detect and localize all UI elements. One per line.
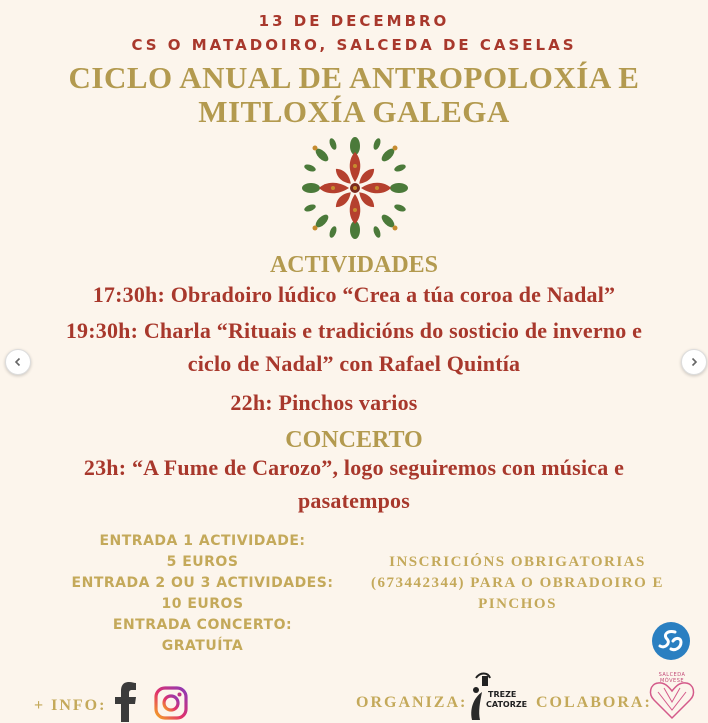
concert-heading: CONCERTO (285, 427, 423, 453)
price-line: 5 EUROS (166, 554, 239, 570)
price-list (60, 531, 345, 657)
event-date: 13 DE DECEMBRO (258, 12, 450, 30)
flower-ornament-icon (302, 136, 408, 240)
concert-line: pasatempos (297, 488, 410, 513)
activity-item: 22h: Pinchos varios (230, 390, 418, 415)
activities-heading: ACTIVIDADES (269, 252, 439, 278)
price-line: 10 EUROS (161, 596, 244, 612)
inscriptions-line: PINCHOS (478, 596, 557, 612)
event-title-line1: CICLO ANUAL DE ANTROPOLOXÍA E (68, 60, 640, 95)
organizer-logo-text: TREZE (488, 690, 517, 699)
collaborator-logo-text: SALCEDA MÓVESE (658, 672, 686, 684)
carousel-prev-button[interactable] (5, 349, 31, 375)
activity-item: ciclo de Nadal” con Rafael Quintía (187, 351, 521, 376)
price-line: ENTRADA 2 OU 3 ACTIVIDADES: (71, 575, 334, 591)
inscriptions-note (355, 552, 680, 615)
chevron-left-icon (13, 357, 23, 367)
heart-icon (646, 678, 698, 722)
collaborator-logo (646, 672, 698, 722)
price-line: ENTRADA 1 ACTIVIDADE: (99, 533, 306, 549)
inscriptions-line: INSCRICIÓNS OBRIGATORIAS (389, 554, 646, 570)
organiza-label: ORGANIZA: (356, 694, 468, 711)
concert-line: 23h: “A Fume de Carozo”, logo seguiremos con música e (83, 455, 625, 480)
instagram-icon[interactable] (154, 686, 188, 720)
price-line: ENTRADA CONCERTO: (112, 617, 293, 633)
event-venue: CS O MATADOIRO, SALCEDA DE CASELAS (131, 36, 577, 54)
colabora-label: COLABORA: (536, 694, 652, 711)
info-label: + INFO: (34, 697, 107, 714)
organizer-logo (466, 670, 528, 722)
inscriptions-line: (673442344) PARA O OBRADOIRO E (370, 575, 665, 591)
activity-item: 17:30h: Obradoiro lúdico “Crea a túa coroa de Nadal” (92, 282, 616, 307)
salceda-badge-icon (651, 621, 691, 661)
organizer-logo-text: CATORZE (486, 700, 528, 709)
activity-item: 19:30h: Charla “Rituais e tradicións do sosticio de inverno e (65, 318, 643, 343)
facebook-icon[interactable] (115, 682, 137, 722)
event-title-line2: MITLOXÍA GALEGA (198, 94, 510, 129)
carousel-next-button[interactable] (681, 349, 707, 375)
price-line: GRATUÍTA (161, 638, 244, 654)
chevron-right-icon (689, 357, 699, 367)
